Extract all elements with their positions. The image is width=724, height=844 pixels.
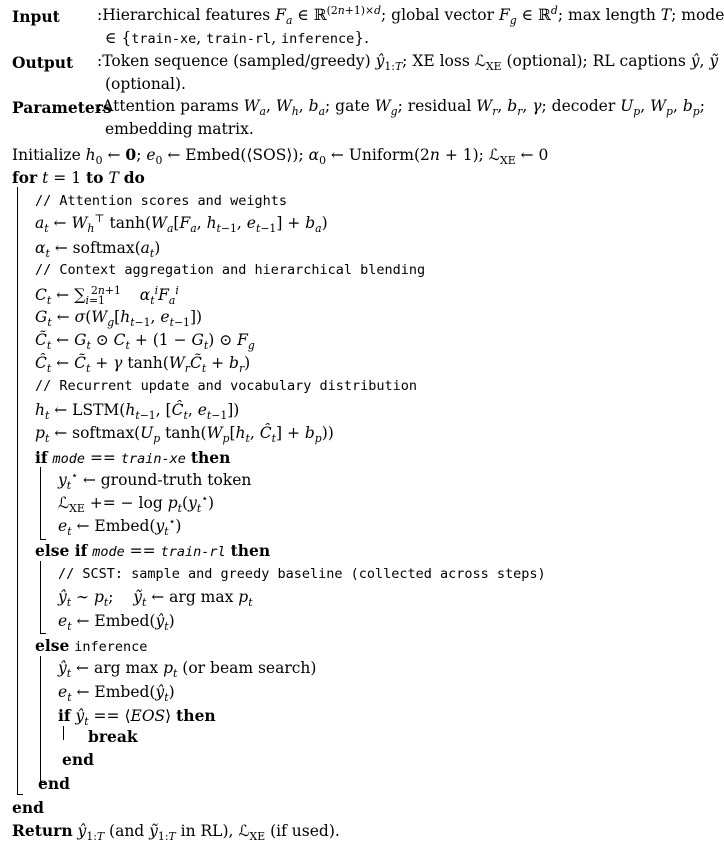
comment-attention: // Attention scores and weights — [35, 193, 287, 209]
init-line: Initialize $h_0$ ← 0; $e_0$ ← Embed(⟨SOS⟩); $\alpha_0$ ← Uniform(2n + 1); ℒ$_{XE}$ ← 0 — [12, 145, 549, 168]
eq-argmax: $ŷ_t$ ← arg $\max p_t$ (or beam search) — [58, 659, 317, 681]
eq-embed-star: $e_t$ ← $Embed(y_t^⋆)$ — [58, 514, 182, 539]
if-eos: if $ŷ_t$ == ⟨EOS⟩ then — [58, 706, 216, 729]
eq-embed-inf: $e_t$ ← $Embed(ŷ_t)$ — [58, 683, 175, 705]
inference-block-rule — [40, 656, 41, 782]
xe-block-rule — [40, 467, 41, 539]
input-label: Input — [12, 7, 60, 26]
input-mode-set: ∈ {train-xe, train-rl, inference}. — [105, 29, 369, 47]
comment-context: // Context aggregation and hierarchical blending — [35, 262, 426, 278]
eq-embed-rl: $e_t$ ← $Embed(ŷ_t)$ — [58, 612, 175, 634]
parameters-label: Parameters — [12, 98, 112, 117]
eq-context: $C_t$ ← $\sum_{i=1}^{2n+1}$ $\alpha_t^iF_a^i$ — [35, 283, 179, 308]
parameters-embedding: embedding matrix. — [105, 120, 254, 138]
break-statement: break — [88, 727, 138, 746]
eos-block-rule — [63, 726, 64, 740]
eq-attention-weights: $\alpha_t$ ← $softmax(a_t)$ — [35, 239, 161, 261]
end-if-eos: end — [62, 750, 94, 769]
else-inference: else inference — [35, 636, 148, 655]
parameters-description: :Attention params $W_a$, $W_h$, $b_a$; gate $W_g$; residual $W_r$, $b_r$, γ; decoder $U_p$, $W_p$, $b_p$; — [97, 97, 705, 119]
comment-recurrent: // Recurrent update and vocabulary distribution — [35, 378, 418, 394]
if-train-xe: if mode == train-xe then — [35, 448, 231, 467]
eq-ground-truth: $y_t^⋆$ ← ground-truth token — [58, 468, 252, 493]
eq-vocab-dist: $p_t$ ← $softmax(U_p$ $\tanh(W_p[h_t$, $Ĉ_t] + b_p$)) — [35, 424, 334, 446]
eq-context-hat: $Ĉ_t$ ← $C̃_t + \gamma$ $\tanh(W_rC̃_t + b_r)$ — [35, 354, 251, 376]
eq-lstm: $h_t$ ← $LSTM(h_{t-1}$, [$Ĉ_t$, $e_{t-1}$]) — [35, 401, 240, 423]
rl-block-rule — [40, 561, 41, 633]
eq-xe-loss: ℒ$_{XE}$ += − $\log p_t(y_t^⋆)$ — [58, 491, 215, 516]
output-optional: (optional). — [105, 75, 186, 93]
end-for: end — [12, 798, 44, 817]
eq-context-tilde: $C̃_t$ ← $G_t$ ⊙ $C_t + (1 - G_t)$ ⊙ $F_g$ — [35, 331, 255, 353]
for-loop-header: for t = 1 to T do — [12, 168, 145, 187]
comment-scst: // SCST: sample and greedy baseline (collected across steps) — [58, 566, 546, 582]
xe-block-foot — [40, 539, 46, 540]
return-line: Return $ŷ_{1:T}$ (and ỹ$_{1:T}$ in RL), ℒ$_{XE}$ (if used). — [12, 821, 340, 844]
end-if-mode: end — [38, 774, 70, 793]
rl-block-foot — [40, 633, 46, 634]
eq-attention-score: $a_t$ ← $W_h^⊤$ $\tanh(W_a[F_a$, $h_{t-1}$, $e_{t-1}] + b_a$) — [35, 211, 328, 236]
output-description: :Token sequence (sampled/greedy) $ŷ_{1:T}$; XE loss ℒ$_{XE}$ (optional); RL captions ŷ, ỹ — [97, 52, 719, 74]
input-description: :Hierarchical features $F_a$ ∈ ℝ$^{(2n+1)\times d}$; global vector $F_g$ ∈ ℝ$^d$; max length T; mode — [97, 3, 724, 28]
eq-sample-greedy: $ŷ_t$ ∼ $p_t$; ỹ$_t$ ← arg $\max p_t$ — [58, 588, 253, 610]
output-label: Output — [12, 53, 74, 72]
for-block-foot — [17, 794, 23, 795]
elif-train-rl: else if mode == train-rl then — [35, 541, 271, 560]
for-block-rule — [17, 187, 18, 794]
eq-gate: $G_t$ ← $\sigma(W_g[h_{t-1}$, $e_{t-1}$]) — [35, 308, 203, 330]
